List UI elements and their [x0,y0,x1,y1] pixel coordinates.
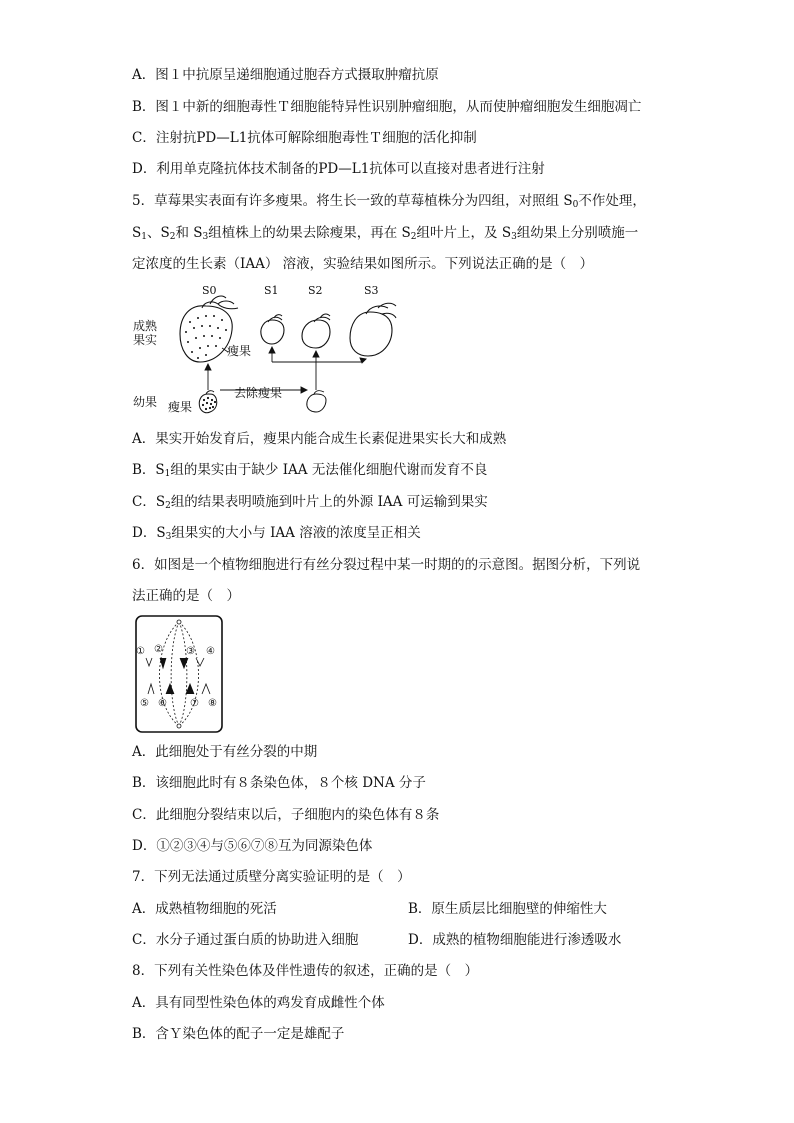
label-mature-2: 果实 [133,333,158,347]
q6-option-d: D．①②③④与⑤⑥⑦⑧互为同源染色体 [132,838,373,854]
q5-stem-line3: 定浓度的生长素（IAA） 溶液，实验结果如图所示。下列说法正确的是（ ） [132,256,594,272]
q7-option-a: A．成熟植物细胞的死活 [132,901,277,917]
chromosome-label-3: ③ [186,646,195,657]
label-achene-b: 瘦果 [168,400,193,414]
strawberry-s2 [302,314,330,348]
q5-option-d: D．$S_3$组果实的大小与 IAA 溶液的浓度呈正相关 [132,525,421,542]
q7-stem: 7．下列无法通过质壁分离实验证明的是（ ） [132,869,411,885]
young-fruit-no-achenes [307,391,326,412]
strawberry-s3 [350,303,396,356]
label-remove-achene: 去除瘦果 [234,386,283,400]
q5-option-a: A．果实开始发育后，瘦果内能合成生长素促进果实长大和成熟 [132,431,507,447]
label-s3: S3 [364,284,379,297]
strawberry-figure [130,282,430,418]
q6-option-c: C．此细胞分裂结束以后，子细胞内的染色体有８条 [132,807,440,823]
q5-option-c: C．$S_2$组的结果表明喷施到叶片上的外源 IAA 可运输到果实 [132,494,488,511]
q6-option-b: B．该细胞此时有８条染色体，８个核 DNA 分子 [132,775,426,791]
young-fruit-with-achenes [199,391,216,413]
chromosome-label-1: ① [136,646,145,657]
chromosome-label-5: ⑤ [140,698,149,709]
label-s1: S1 [264,284,279,297]
label-achene-a: 瘦果 [227,344,252,358]
chromosome-label-7: ⑦ [190,698,199,709]
q7-option-b: B．原生质层比细胞壁的伸缩性大 [408,901,607,917]
mitosis-cell-figure [134,614,224,734]
chromosome-label-4: ④ [206,646,215,657]
q5-stem-line2: $S_1$、$S_2$和 $S_3$组植株上的幼果去除瘦果，再在 $S_2$组叶片上，及 $S_3$组幼果上分别喷施一 [132,225,639,242]
q5-option-b: B．$S_1$组的果实由于缺少 IAA 无法催化细胞代谢而发育不良 [132,462,488,479]
label-young: 幼果 [133,395,158,409]
q4-option-c: C．注射抗PD—L1抗体可解除细胞毒性Ｔ细胞的活化抑制 [132,130,477,146]
chromosome-label-6: ⑥ [158,698,167,709]
q5-stem-line1: 5．草莓果实表面有许多瘦果。将生长一致的草莓植株分为四组，对照组 $S_0$不作处理， [132,193,646,210]
q4-option-b: B．图１中新的细胞毒性Ｔ细胞能特异性识别肿瘤细胞，从而使肿瘤细胞发生细胞凋亡 [132,99,642,115]
q8-option-b: B．含Ｙ染色体的配子一定是雄配子 [132,1026,345,1042]
q8-stem: 8．下列有关性染色体及伴性遗传的叙述，正确的是（ ） [132,963,479,979]
label-s2: S2 [308,284,323,297]
q7-option-d: D．成熟的植物细胞能进行渗透吸水 [408,932,622,948]
q6-option-a: A．此细胞处于有丝分裂的中期 [132,744,318,760]
q7-option-c: C．水分子通过蛋白质的协助进入细胞 [132,932,359,948]
chromosome-label-8: ⑧ [208,698,217,709]
chromosome-label-2: ② [154,644,163,655]
q6-stem-line2: 法正确的是（ ） [132,588,240,604]
q6-stem-line1: 6．如图是一个植物细胞进行有丝分裂过程中某一时期的的示意图。据图分析，下列说 [132,557,641,573]
strawberry-s1 [261,315,284,344]
label-s0: S0 [202,284,217,297]
q4-option-d: D．利用单克隆抗体技术制备的PD—L1抗体可以直接对患者进行注射 [132,161,545,177]
q8-option-a: A．具有同型性染色体的鸡发育成雌性个体 [132,995,385,1011]
label-mature-1: 成熟 [133,319,158,333]
q4-option-a: A．图１中抗原呈递细胞通过胞吞方式摄取肿瘤抗原 [132,67,439,83]
